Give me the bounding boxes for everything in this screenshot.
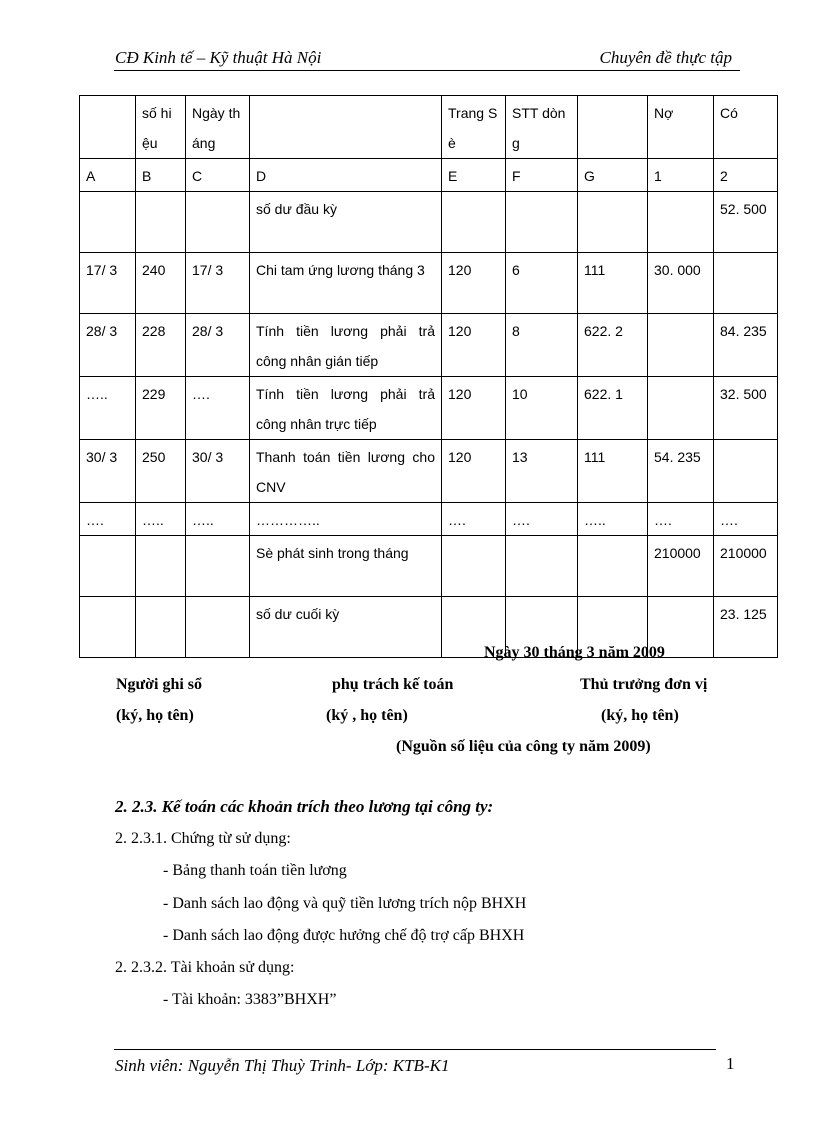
- table-cell: 8: [506, 314, 578, 377]
- table-cell: 622. 2: [578, 314, 648, 377]
- table-cell: 111: [578, 440, 648, 503]
- table-cell: [136, 536, 186, 597]
- header-school: CĐ Kinh tế – Kỹ thuật Hà Nội: [115, 48, 322, 67]
- table-row: [80, 503, 778, 536]
- list-item: - Danh sách lao động được hưởng chế độ trợ cấp BHXH: [163, 927, 525, 944]
- subsection-title: 2. 2.3.2. Tài khoản sử dụng:: [115, 959, 295, 976]
- table-cell: [186, 536, 250, 597]
- table-row-closing: [80, 597, 778, 658]
- table-header-row: [80, 96, 778, 159]
- header-cell-stt-dong: STT dòng: [506, 96, 578, 159]
- table-cell: Tính tiền lương phải trả công nhân gián tiếp: [250, 314, 442, 377]
- table-cell: 84. 235: [714, 314, 778, 377]
- table-cell: 17/ 3: [80, 253, 136, 314]
- table-row: [80, 377, 778, 440]
- table-cell: 28/ 3: [186, 314, 250, 377]
- table-cell: Chi tam ứng lương tháng 3: [250, 253, 442, 314]
- table-cell: [506, 192, 578, 253]
- table-row: [80, 314, 778, 377]
- director-sign: (ký, họ tên): [601, 707, 679, 724]
- table-cell: …..: [136, 503, 186, 536]
- table-cell: …..: [578, 503, 648, 536]
- list-item: - Tài khoản: 3383”BHXH”: [163, 991, 337, 1008]
- table-cell: [80, 597, 136, 658]
- table-cell: ….: [648, 503, 714, 536]
- table-cell: ….: [80, 503, 136, 536]
- table-cell: 120: [442, 314, 506, 377]
- code-cell: B: [136, 159, 186, 192]
- code-cell: 1: [648, 159, 714, 192]
- ledger-table: [79, 95, 778, 658]
- table-cell: 52. 500: [714, 192, 778, 253]
- header-cell: [250, 96, 442, 159]
- recorder-sign: (ký, họ tên): [116, 707, 194, 724]
- header-cell-no: Nợ: [648, 96, 714, 159]
- code-cell: G: [578, 159, 648, 192]
- data-source-note: (Nguồn số liệu của công ty năm 2009): [396, 738, 651, 755]
- table-cell: [648, 192, 714, 253]
- table-cell: 30/ 3: [80, 440, 136, 503]
- header-cell: [80, 96, 136, 159]
- page-number: 1: [726, 1054, 735, 1073]
- table-row: [80, 253, 778, 314]
- table-row-total: [80, 536, 778, 597]
- table-cell: [648, 314, 714, 377]
- table-cell: Sè phát sinh trong tháng: [250, 536, 442, 597]
- table-cell: …..: [186, 503, 250, 536]
- table-cell: [136, 192, 186, 253]
- table-cell: [648, 377, 714, 440]
- table-cell: 210000: [648, 536, 714, 597]
- list-item: - Bảng thanh toán tiền lương: [163, 862, 347, 879]
- table-cell: [714, 440, 778, 503]
- section-title: 2. 2.3. Kế toán các khoản trích theo lương tại công ty:: [115, 797, 494, 816]
- table-cell: 111: [578, 253, 648, 314]
- table-cell: [506, 536, 578, 597]
- table-cell: [442, 536, 506, 597]
- table-cell: 32. 500: [714, 377, 778, 440]
- table-cell: [80, 536, 136, 597]
- table-cell: 120: [442, 440, 506, 503]
- table-cell: 10: [506, 377, 578, 440]
- table-cell: 6: [506, 253, 578, 314]
- code-cell: C: [186, 159, 250, 192]
- list-item: - Danh sách lao động và quỹ tiền lương trích nộp BHXH: [163, 895, 527, 912]
- table-row: [80, 192, 778, 253]
- table-cell: 240: [136, 253, 186, 314]
- table-cell: 28/ 3: [80, 314, 136, 377]
- table-cell: ….: [506, 503, 578, 536]
- table-cell: ….: [442, 503, 506, 536]
- header-cell-trang-so: Trang Sè: [442, 96, 506, 159]
- table-cell: Tính tiền lương phải trả công nhân trực tiếp: [250, 377, 442, 440]
- table-cell: …..: [80, 377, 136, 440]
- table-cell: [578, 536, 648, 597]
- table-cell: …………..: [250, 503, 442, 536]
- code-cell: E: [442, 159, 506, 192]
- table-cell: 23. 125: [714, 597, 778, 658]
- table-cell: [186, 192, 250, 253]
- header-cell-ngay-thang: Ngày tháng: [186, 96, 250, 159]
- table-cell: ….: [714, 503, 778, 536]
- table-cell: số dư đầu kỳ: [250, 192, 442, 253]
- accountant-sign: (ký , họ tên): [326, 707, 408, 724]
- header-cell: [578, 96, 648, 159]
- footer-student: Sinh viên: Nguyễn Thị Thuỳ Trinh- Lớp: KTB-K1: [115, 1056, 450, 1075]
- recorder-title: Người ghi sổ: [116, 676, 203, 693]
- signature-date: Ngày 30 tháng 3 năm 2009: [484, 644, 665, 661]
- table-cell: [136, 597, 186, 658]
- code-cell: D: [250, 159, 442, 192]
- table-cell: [578, 192, 648, 253]
- table-cell: 13: [506, 440, 578, 503]
- table-cell: 228: [136, 314, 186, 377]
- director-title: Thủ trưởng đơn vị: [580, 676, 708, 693]
- table-code-row: [80, 159, 778, 192]
- table-row: [80, 440, 778, 503]
- code-cell: 2: [714, 159, 778, 192]
- code-cell: F: [506, 159, 578, 192]
- subsection-title: 2. 2.3.1. Chứng từ sử dụng:: [115, 830, 291, 847]
- table-cell: [186, 597, 250, 658]
- table-cell: số dư cuối kỳ: [250, 597, 442, 658]
- header-divider: [114, 70, 740, 71]
- table-cell: ….: [186, 377, 250, 440]
- table-cell: 54. 235: [648, 440, 714, 503]
- table-cell: 30. 000: [648, 253, 714, 314]
- table-cell: 120: [442, 377, 506, 440]
- code-cell: A: [80, 159, 136, 192]
- table-cell: [714, 253, 778, 314]
- table-cell: 210000: [714, 536, 778, 597]
- table-cell: [442, 192, 506, 253]
- table-cell: [80, 192, 136, 253]
- table-cell: 229: [136, 377, 186, 440]
- header-cell-so-hieu: số hiệu: [136, 96, 186, 159]
- header-topic: Chuyên đề thực tập: [599, 48, 732, 67]
- footer-divider: [114, 1049, 716, 1050]
- table-cell: 30/ 3: [186, 440, 250, 503]
- accountant-title: phụ trách kế toán: [332, 676, 454, 693]
- table-cell: 250: [136, 440, 186, 503]
- header-cell-co: Có: [714, 96, 778, 159]
- table-cell: 17/ 3: [186, 253, 250, 314]
- table-cell: 120: [442, 253, 506, 314]
- table-cell: 622. 1: [578, 377, 648, 440]
- table-cell: Thanh toán tiền lương cho CNV: [250, 440, 442, 503]
